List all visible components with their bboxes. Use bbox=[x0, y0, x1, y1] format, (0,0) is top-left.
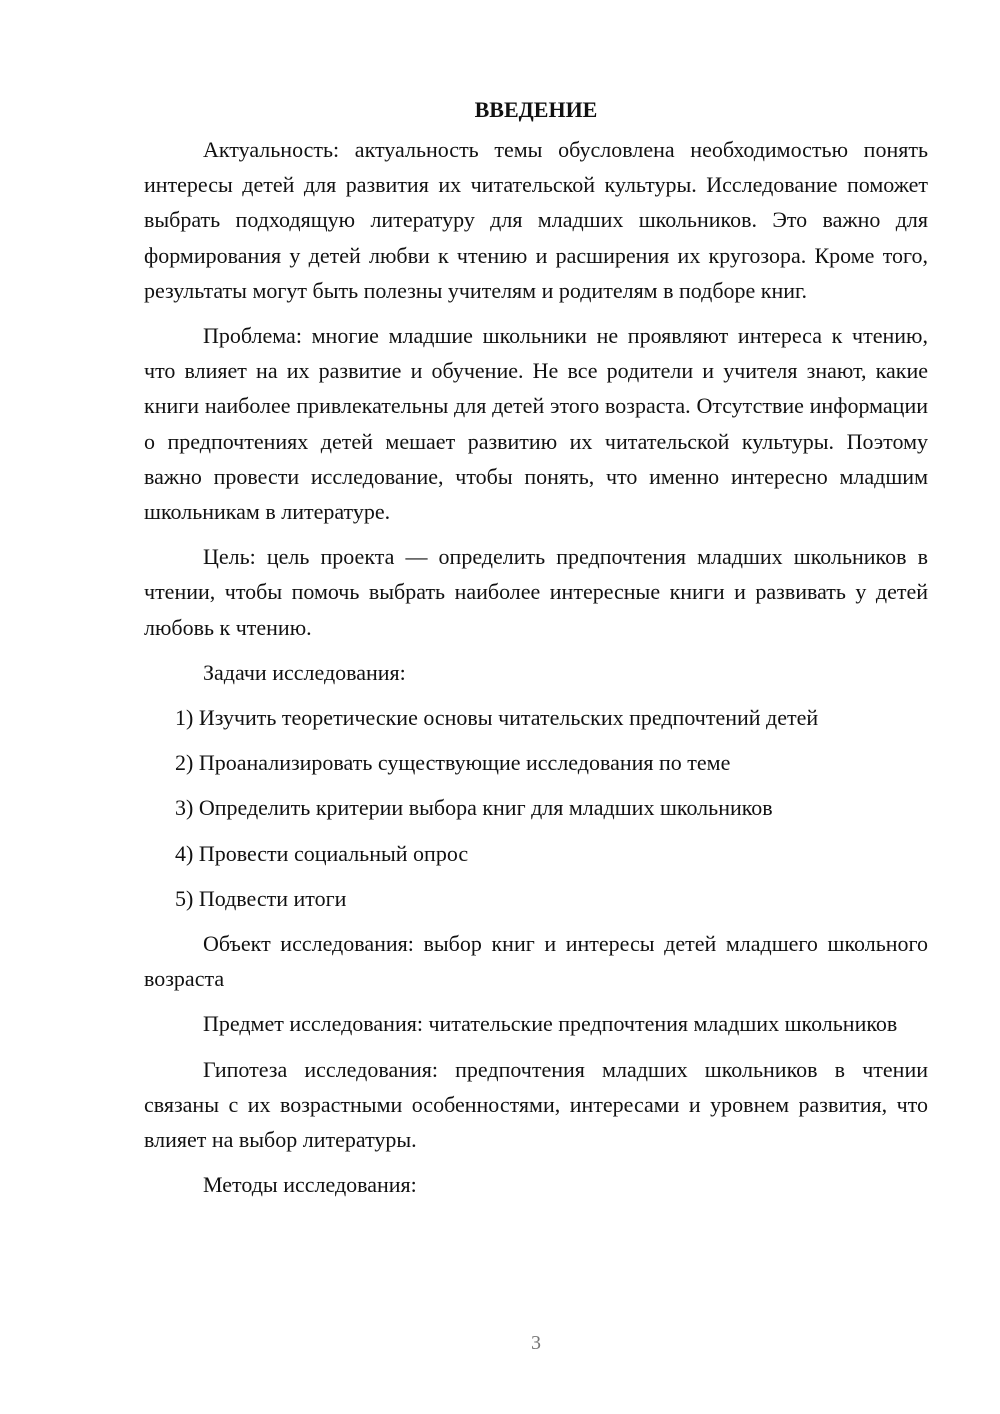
list-item-task-4: 4) Провести социальный опрос bbox=[175, 840, 469, 866]
hypothesis-paragraph: Гипотеза исследования: предпочтения младших школьников в чтении связаны с их возрастными особенностями, интересами и уровнем развития, что влияет на выбор литературы. bbox=[144, 1056, 928, 1153]
tasks-list bbox=[144, 700, 928, 916]
list-item-task-1: 1) Изучить теоретические основы читательских предпочтений детей bbox=[175, 705, 819, 731]
page-title: ВВЕДЕНИЕ bbox=[474, 97, 598, 122]
list-item-task-2: 2) Проанализировать существующие исследования по теме bbox=[175, 750, 731, 776]
problem-paragraph: Проблема: многие младшие школьники не проявляют интереса к чтению, что влияет на их развитие и обучение. Не все родители и учителя знают, какие книги наиболее привлекательны для детей этого возраста. Отсутствие информации о предпочтениях детей мешает развитию их читательской культуры. Поэтому важно провести исследование, чтобы понять, что именно интересно младшим школьникам в литературе. bbox=[144, 323, 928, 525]
document-page bbox=[144, 92, 928, 1212]
tasks-heading: Задачи исследования: bbox=[203, 659, 406, 685]
subject-paragraph: Предмет исследования: читательские предпочтения младших школьников bbox=[203, 1011, 898, 1037]
page-number: 3 bbox=[531, 1332, 541, 1354]
list-item-task-5: 5) Подвести итоги bbox=[175, 885, 347, 911]
goal-paragraph: Цель: цель проекта — определить предпочтения младших школьников в чтении, чтобы помочь выбрать наиболее интересные книги и развивать у детей любовь к чтению. bbox=[144, 544, 928, 640]
relevance-paragraph: Актуальность: актуальность темы обусловлена необходимостью понять интересы детей для развития их читательской культуры. Исследование поможет выбрать подходящую литературу для младших школьников. Это важно для формирования у детей любви к чтению и расширения их кругозора. Кроме того, результаты могут быть полезны учителям и родителям в подборе книг. bbox=[144, 137, 928, 303]
object-paragraph: Объект исследования: выбор книг и интересы детей младшего школьного возраста bbox=[144, 931, 928, 992]
list-item-task-3: 3) Определить критерии выбора книг для младших школьников bbox=[175, 795, 773, 821]
methods-heading: Методы исследования: bbox=[203, 1172, 417, 1198]
